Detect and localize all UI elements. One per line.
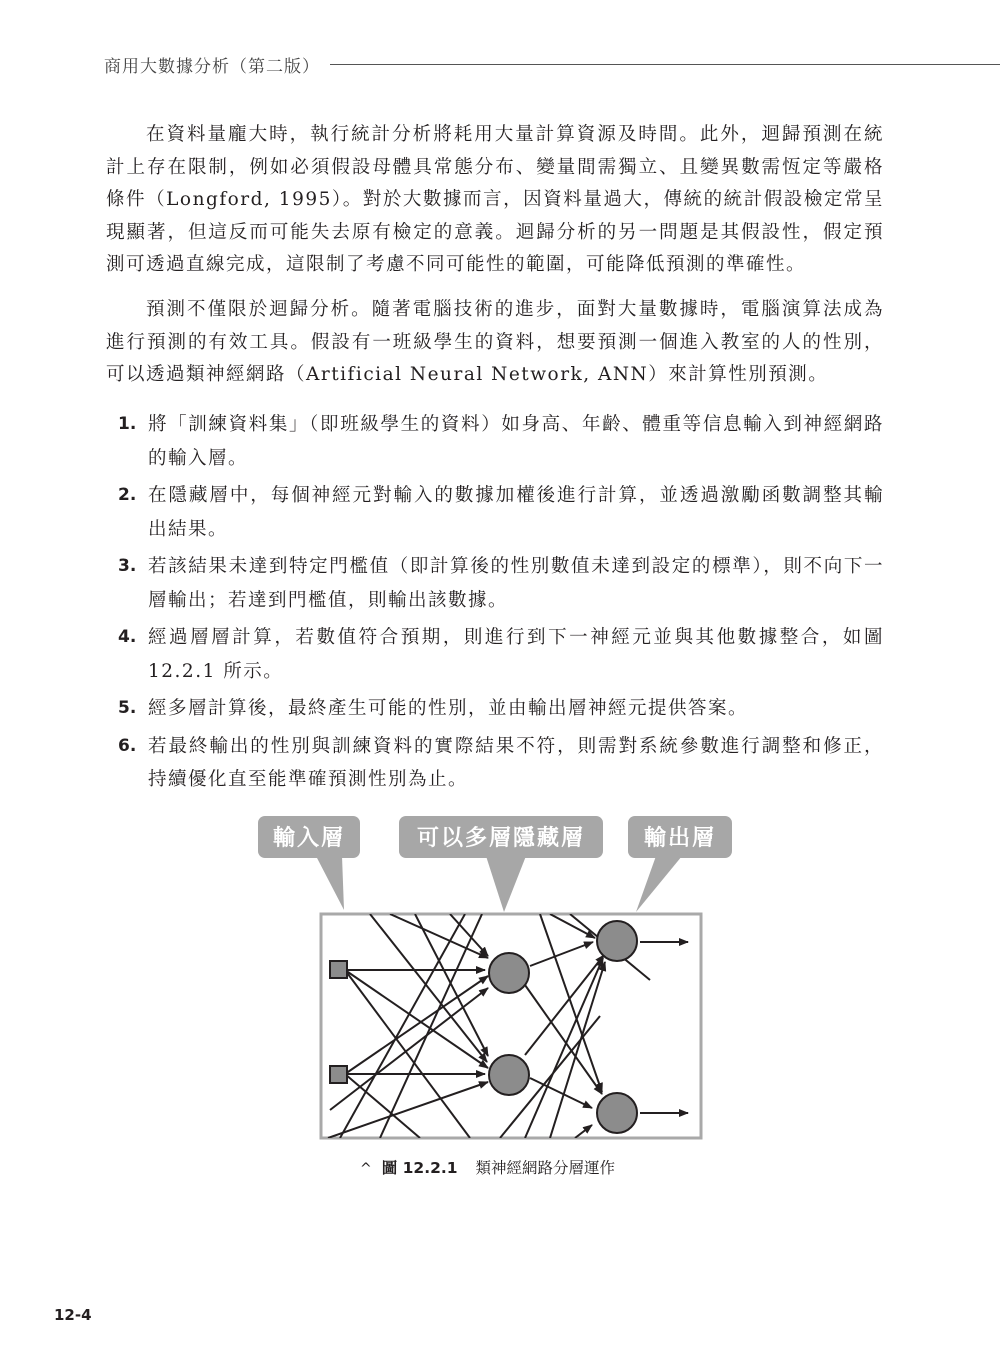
network-frame [321, 914, 701, 1138]
list-item [118, 550, 884, 617]
step-number: 6. [118, 735, 137, 756]
caption-label: 圖 12.2.1 [381, 1159, 458, 1177]
running-head [104, 50, 1000, 78]
paragraph-2-block [106, 294, 884, 392]
hidden-node [489, 1055, 529, 1095]
step-text: 經過層層計算，若數值符合預期，則進行到下一神經元並與其他數據整合，如圖 12.2.1 所示。 [148, 627, 884, 682]
step-number: 5. [118, 698, 137, 718]
figure-caption [360, 1156, 615, 1178]
paragraph-2: 預測不僅限於迴歸分析。隨著電腦技術的進步，面對大量數據時，電腦演算法成為進行預測的有效工具。假設有一班級學生的資料，想要預測一個進入教室的人的性別，可以透過類神經網路（Artificial Neural Network, ANN）來計算性別預測。 [106, 299, 884, 385]
caption-caret-icon: ^ [360, 1161, 372, 1177]
list-item [118, 408, 884, 475]
step-number: 2. [118, 485, 137, 505]
step-number: 1. [118, 414, 137, 434]
page-number: 12-4 [54, 1306, 92, 1324]
step-number: 3. [118, 556, 137, 576]
callout-output-label: 輸出層 [643, 826, 717, 851]
input-node [330, 1066, 347, 1083]
caption-text: 類神經網路分層運作 [475, 1159, 616, 1177]
callout-input-label: 輸入層 [272, 826, 346, 851]
callout-hidden-label: 可以多層隱藏層 [416, 826, 586, 851]
step-list [118, 408, 884, 801]
callout-hidden-layer [399, 816, 603, 912]
step-text: 若最終輸出的性別與訓練資料的實際結果不符，則需對系統參數進行調整和修正，持續優化直至能準確預測性別為止。 [148, 735, 884, 790]
hidden-node [489, 953, 529, 993]
list-item [118, 479, 884, 546]
input-node [330, 961, 347, 978]
step-text: 在隱藏層中，每個神經元對輸入的數據加權後進行計算，並透過激勵函數調整其輸出結果。 [148, 485, 884, 540]
list-item [118, 730, 884, 797]
callout-output-layer [628, 816, 732, 912]
output-node [597, 1093, 637, 1133]
step-text: 經多層計算後，最終產生可能的性別，並由輸出層神經元提供答案。 [148, 698, 749, 719]
output-node [597, 921, 637, 961]
step-text: 若該結果未達到特定門檻值（即計算後的性別數值未達到設定的標準），則不向下一層輸出；若達到門檻值，則輸出該數據。 [148, 556, 884, 611]
list-item [118, 621, 884, 688]
paragraph-1: 在資料量龐大時，執行統計分析將耗用大量計算資源及時間。此外，迴歸預測在統計上存在限制，例如必須假設母體具常態分布、變量間需獨立、且變異數需恆定等嚴格條件（Longford, 1995）。對於大數據而言，因資料量過大，傳統的統計假設檢定常呈現顯著，但這反而可能失去原有檢定的意義。迴歸分析的另一問題是其假設性，假定預測可透過直線完成，這限制了考慮不同可能性的範圍，可能降低預測的準確性。 [106, 124, 884, 275]
step-text: 將「訓練資料集」（即班級學生的資料）如身高、年齡、體重等信息輸入到神經網路的輸入層。 [148, 414, 884, 469]
list-item [118, 692, 884, 726]
neural-network-diagram [250, 810, 750, 1150]
callout-input-layer [258, 816, 360, 910]
neural-network-figure [250, 810, 750, 1150]
step-number: 4. [118, 627, 137, 647]
paragraph-1-block [106, 119, 884, 282]
running-title: 商用大數據分析（第二版） [104, 52, 330, 77]
